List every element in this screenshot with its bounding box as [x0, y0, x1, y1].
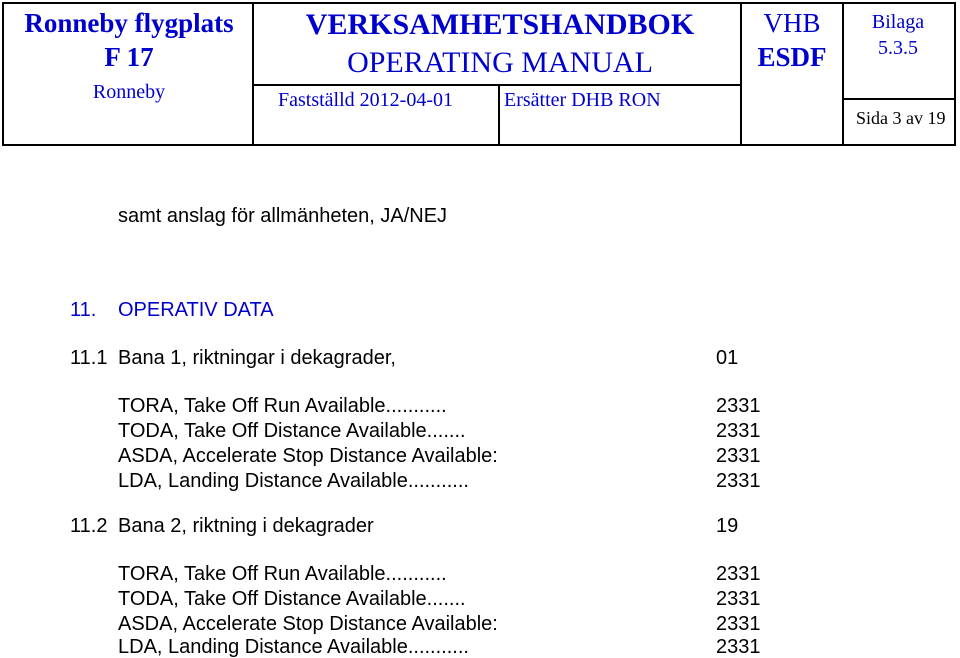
table-row-value: 2331 — [716, 470, 761, 492]
table-row-value: 2331 — [716, 395, 761, 417]
subsection-value: 19 — [716, 515, 739, 537]
header-doc-code-2: ESDF — [757, 42, 827, 72]
table-row-value: 2331 — [716, 445, 761, 467]
table-row-label: LDA, Landing Distance Available........... — [118, 636, 469, 658]
header-divider — [252, 84, 742, 86]
header-org: Ronneby flygplats — [24, 8, 234, 38]
table-row-label: TORA, Take Off Run Available........... — [118, 395, 447, 417]
subsection-title: Bana 1, riktningar i dekagrader, — [118, 347, 396, 369]
table-row-value: 2331 — [716, 636, 761, 658]
table-row-label: TORA, Take Off Run Available........... — [118, 563, 447, 585]
table-row-value: 2331 — [716, 588, 761, 610]
table-row-label: TODA, Take Off Distance Available....... — [118, 420, 466, 442]
header-appendix-label: Bilaga — [871, 11, 925, 33]
table-row-label: TODA, Take Off Distance Available....... — [118, 588, 466, 610]
header-unit: F 17 — [104, 42, 154, 72]
header-page-number: Sida 3 av 19 — [856, 108, 946, 128]
header-divider — [842, 98, 954, 100]
header-established: Fastställd 2012-04-01 — [278, 89, 453, 111]
header-divider — [842, 4, 844, 144]
header-divider — [498, 84, 500, 144]
header-place: Ronneby — [92, 81, 166, 103]
header-appendix-number: 5.3.5 — [878, 37, 918, 59]
intro-line: samt anslag för allmänheten, JA/NEJ — [118, 205, 448, 227]
header-replaces: Ersätter DHB RON — [504, 89, 661, 111]
document-header — [2, 2, 956, 146]
table-row-label: ASDA, Accelerate Stop Distance Available: — [118, 445, 498, 467]
subsection-number: 11.1 — [70, 347, 108, 369]
header-doc-code-1: VHB — [763, 8, 821, 38]
table-row-label: LDA, Landing Distance Available........... — [118, 470, 469, 492]
subsection-value: 01 — [716, 347, 739, 369]
header-title: VERKSAMHETSHANDBOK — [305, 8, 695, 41]
section-title: OPERATIV DATA — [118, 299, 274, 321]
table-row-value: 2331 — [716, 613, 761, 635]
section-number: 11. — [70, 299, 97, 321]
header-divider — [252, 4, 254, 144]
table-row-value: 2331 — [716, 420, 761, 442]
table-row-label: ASDA, Accelerate Stop Distance Available: — [118, 613, 498, 635]
subsection-number: 11.2 — [70, 515, 108, 537]
subsection-title: Bana 2, riktning i dekagrader — [118, 515, 374, 537]
header-subtitle: OPERATING MANUAL — [347, 46, 653, 79]
table-row-value: 2331 — [716, 563, 761, 585]
